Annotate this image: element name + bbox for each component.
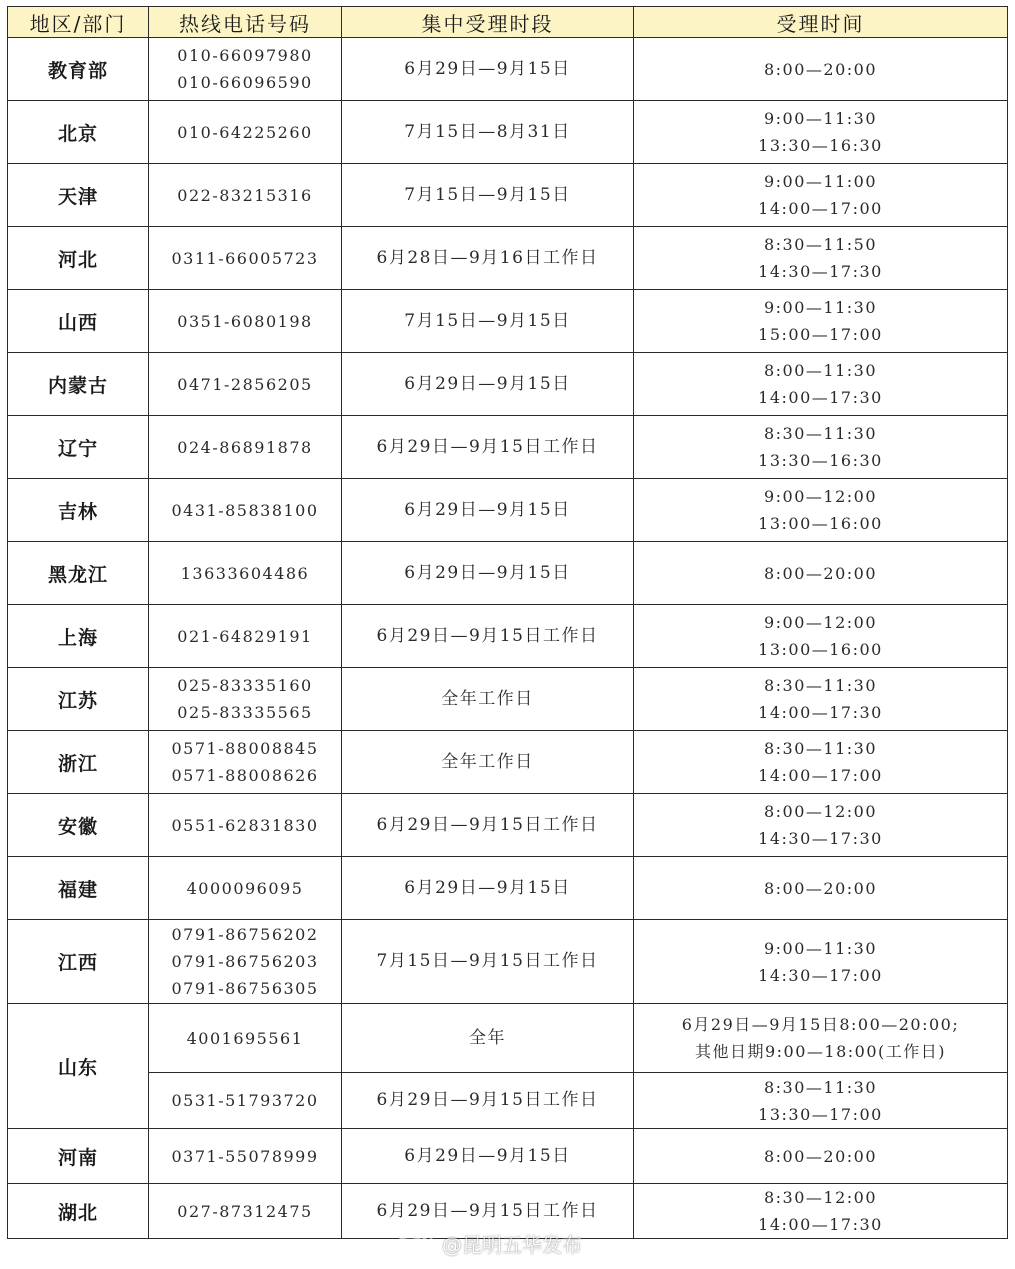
period-cell: 6月29日—9月15日 (342, 479, 634, 542)
table-row (8, 731, 1008, 794)
period-cell: 全年工作日 (342, 668, 634, 731)
table-row (8, 794, 1008, 857)
hours-line: 13:00—16:00 (758, 514, 883, 533)
region-cell: 河北 (8, 227, 149, 290)
phone-cell (149, 353, 342, 416)
phone-cell (149, 290, 342, 353)
header-hours: 受理时间 (634, 7, 1008, 38)
table-row (8, 227, 1008, 290)
phone-number: 0571-88008845 (171, 739, 319, 758)
period-cell: 6月29日—9月15日工作日 (342, 1073, 634, 1129)
period-cell: 6月28日—9月16日工作日 (342, 227, 634, 290)
hours-line: 9:00—12:00 (763, 487, 878, 506)
hours-line: 14:00—17:30 (758, 1215, 883, 1234)
period-cell: 6月29日—9月15日工作日 (342, 416, 634, 479)
watermark (392, 1226, 582, 1260)
table-row (8, 101, 1008, 164)
phone-cell (149, 416, 342, 479)
table-row (8, 1073, 1008, 1129)
region-cell: 江苏 (8, 668, 149, 731)
hours-cell (634, 668, 1008, 731)
hours-cell (634, 857, 1008, 920)
hours-line: 8:00—20:00 (763, 59, 878, 79)
phone-number: 0431-85838100 (171, 500, 319, 520)
region-cell: 福建 (8, 857, 149, 920)
phone-number: 010-66096590 (177, 73, 313, 92)
table-header-row (8, 7, 1008, 38)
hours-line: 14:00—17:30 (758, 703, 883, 722)
hours-cell (634, 605, 1008, 668)
phone-number: 0791-86756203 (171, 952, 319, 971)
hours-line: 8:00—20:00 (763, 1146, 878, 1166)
phone-cell (149, 1073, 342, 1129)
region-cell: 天津 (8, 164, 149, 227)
phone-cell (149, 668, 342, 731)
hours-line: 8:00—20:00 (763, 563, 878, 583)
table-row (8, 857, 1008, 920)
phone-cell (149, 38, 342, 101)
table-row (8, 479, 1008, 542)
hotline-table (7, 6, 1008, 1239)
period-cell: 6月29日—9月15日 (342, 857, 634, 920)
phone-number: 025-83335565 (177, 703, 313, 722)
table-row (8, 1129, 1008, 1184)
period-cell: 7月15日—9月15日 (342, 290, 634, 353)
header-period: 集中受理时段 (342, 7, 634, 38)
hours-cell (634, 38, 1008, 101)
phone-cell (149, 731, 342, 794)
hours-cell (634, 542, 1008, 605)
hours-line: 6月29日—9月15日8:00—20:00; (681, 1015, 960, 1034)
hours-line: 9:00—11:30 (763, 109, 878, 128)
region-cell: 江西 (8, 920, 149, 1004)
table-row (8, 38, 1008, 101)
phone-number: 0551-62831830 (171, 815, 319, 835)
phone-number: 0311-66005723 (171, 248, 319, 268)
phone-cell (149, 920, 342, 1004)
hours-cell (634, 1004, 1008, 1073)
period-cell: 6月29日—9月15日 (342, 542, 634, 605)
hours-line: 8:30—12:00 (763, 1188, 878, 1207)
hours-cell (634, 353, 1008, 416)
region-cell: 辽宁 (8, 416, 149, 479)
phone-number: 010-64225260 (177, 122, 313, 142)
phone-number: 4001695561 (186, 1028, 304, 1048)
hours-cell (634, 227, 1008, 290)
table-row (8, 605, 1008, 668)
phone-cell (149, 605, 342, 668)
hours-line: 其他日期9:00—18:00(工作日) (694, 1042, 947, 1061)
hours-line: 9:00—11:30 (763, 298, 878, 317)
period-cell: 6月29日—9月15日 (342, 38, 634, 101)
phone-cell (149, 164, 342, 227)
hours-line: 14:30—17:30 (758, 829, 883, 848)
phone-cell (149, 479, 342, 542)
phone-cell (149, 794, 342, 857)
region-cell: 湖北 (8, 1184, 149, 1239)
period-cell: 6月29日—9月15日工作日 (342, 1184, 634, 1239)
phone-cell (149, 542, 342, 605)
phone-cell (149, 227, 342, 290)
hours-line: 14:00—17:00 (758, 199, 883, 218)
phone-number: 025-83335160 (177, 676, 313, 695)
period-cell: 全年 (342, 1004, 634, 1073)
hours-line: 8:30—11:50 (763, 235, 878, 254)
period-cell: 7月15日—9月15日工作日 (342, 920, 634, 1004)
phone-number: 0791-86756305 (171, 979, 319, 998)
hours-line: 8:30—11:30 (763, 739, 878, 758)
hours-line: 8:30—11:30 (763, 676, 878, 695)
watermark-text: @昆明五华发布 (442, 1232, 582, 1257)
table-row (8, 164, 1008, 227)
hours-cell (634, 731, 1008, 794)
period-cell: 6月29日—9月15日工作日 (342, 794, 634, 857)
table-row (8, 668, 1008, 731)
hours-line: 9:00—12:00 (763, 613, 878, 632)
hours-line: 8:00—11:30 (763, 361, 878, 380)
hours-cell (634, 290, 1008, 353)
phone-number: 010-66097980 (177, 46, 313, 65)
phone-number: 0571-88008626 (171, 766, 319, 785)
table-row (8, 353, 1008, 416)
region-cell: 浙江 (8, 731, 149, 794)
period-cell: 6月29日—9月15日 (342, 353, 634, 416)
hours-cell (634, 1129, 1008, 1184)
table-row (8, 416, 1008, 479)
period-cell: 6月29日—9月15日 (342, 1129, 634, 1184)
hours-cell (634, 101, 1008, 164)
region-cell: 安徽 (8, 794, 149, 857)
period-cell: 7月15日—8月31日 (342, 101, 634, 164)
hours-line: 13:00—16:00 (758, 640, 883, 659)
phone-cell (149, 1004, 342, 1073)
weibo-logo-icon (392, 1227, 436, 1259)
table-row (8, 1004, 1008, 1073)
hours-line: 14:00—17:30 (758, 388, 883, 407)
phone-number: 027-87312475 (177, 1201, 313, 1221)
hours-cell (634, 416, 1008, 479)
phone-cell (149, 1129, 342, 1184)
phone-number: 024-86891878 (177, 437, 313, 457)
hours-line: 8:30—11:30 (763, 1077, 878, 1097)
hours-line: 8:00—20:00 (763, 878, 878, 898)
region-cell: 教育部 (8, 38, 149, 101)
hours-line: 15:00—17:00 (758, 325, 883, 344)
hours-line: 14:00—17:00 (758, 766, 883, 785)
hours-cell (634, 920, 1008, 1004)
table-row (8, 920, 1008, 1004)
phone-number: 022-83215316 (177, 185, 313, 205)
hours-cell (634, 1184, 1008, 1239)
header-phone: 热线电话号码 (149, 7, 342, 38)
period-cell: 全年工作日 (342, 731, 634, 794)
hours-cell (634, 794, 1008, 857)
hours-line: 8:30—11:30 (763, 424, 878, 443)
hours-cell (634, 479, 1008, 542)
phone-number: 4000096095 (186, 878, 304, 898)
phone-number: 0371-55078999 (171, 1146, 319, 1166)
region-cell: 山东 (8, 1004, 149, 1129)
phone-number: 021-64829191 (177, 626, 313, 646)
region-cell: 吉林 (8, 479, 149, 542)
table-row (8, 542, 1008, 605)
hours-line: 13:30—17:00 (758, 1104, 883, 1124)
header-region: 地区/部门 (8, 7, 149, 38)
hours-line: 14:30—17:30 (758, 262, 883, 281)
region-cell: 内蒙古 (8, 353, 149, 416)
region-cell: 北京 (8, 101, 149, 164)
phone-cell (149, 1184, 342, 1239)
hours-line: 13:30—16:30 (758, 136, 883, 155)
hours-cell (634, 1073, 1008, 1129)
phone-number: 13633604486 (180, 563, 310, 583)
table-row (8, 290, 1008, 353)
period-cell: 6月29日—9月15日工作日 (342, 605, 634, 668)
hours-line: 9:00—11:30 (763, 938, 878, 958)
phone-cell (149, 857, 342, 920)
period-cell: 7月15日—9月15日 (342, 164, 634, 227)
hours-line: 9:00—11:00 (763, 172, 878, 191)
region-cell: 河南 (8, 1129, 149, 1184)
hours-line: 8:00—12:00 (763, 802, 878, 821)
phone-cell (149, 101, 342, 164)
hours-line: 14:30—17:00 (758, 965, 883, 985)
phone-number: 0471-2856205 (177, 374, 313, 394)
phone-number: 0791-86756202 (171, 925, 319, 944)
region-cell: 黑龙江 (8, 542, 149, 605)
region-cell: 山西 (8, 290, 149, 353)
region-cell: 上海 (8, 605, 149, 668)
hours-cell (634, 164, 1008, 227)
hours-line: 13:30—16:30 (758, 451, 883, 470)
phone-number: 0351-6080198 (177, 311, 313, 331)
phone-number: 0531-51793720 (171, 1091, 319, 1110)
